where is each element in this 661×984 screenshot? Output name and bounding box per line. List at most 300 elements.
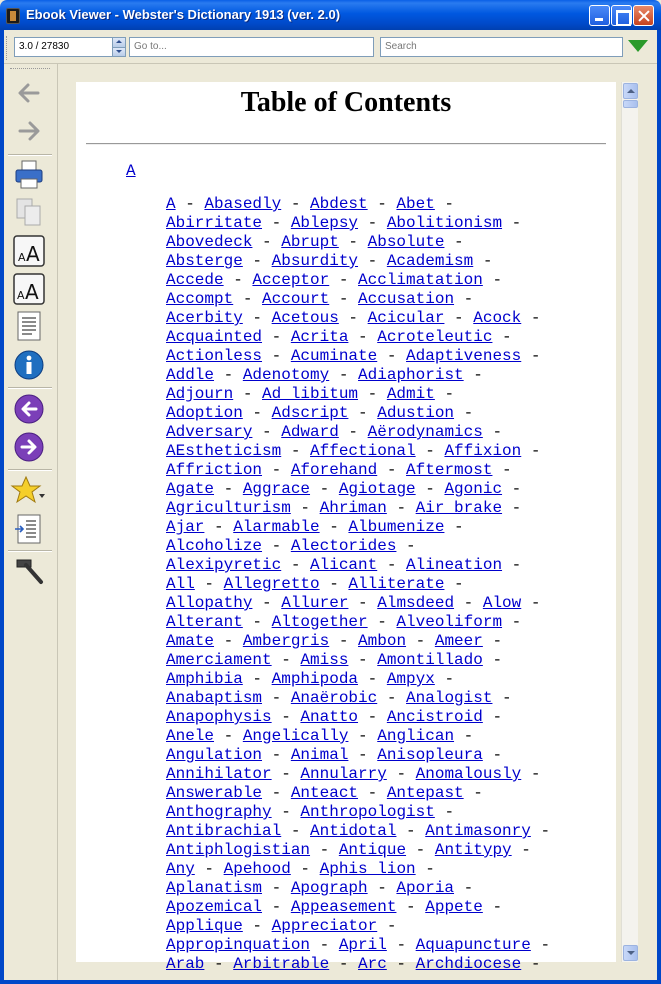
toc-entry-link[interactable]: Alarmable <box>233 518 320 536</box>
separator-dash: - <box>415 632 426 650</box>
separator-dash: - <box>242 290 253 308</box>
separator-dash: - <box>377 195 387 213</box>
toc-entry-link[interactable]: Altogether <box>271 613 368 631</box>
separator-dash: - <box>338 290 349 308</box>
toc-row <box>166 879 606 898</box>
separator-dash: - <box>377 879 387 897</box>
toc-entry-link[interactable]: Acetous <box>271 309 339 327</box>
toc-entry-link[interactable]: Arbitrable <box>233 955 330 973</box>
separator-dash: - <box>454 309 464 327</box>
separator-dash: - <box>396 499 407 517</box>
separator-dash: - <box>511 613 522 631</box>
toc-entry-link[interactable]: Affriction <box>166 461 263 479</box>
toc-entry-link[interactable]: Adjourn <box>166 385 234 403</box>
separator-dash: - <box>492 271 503 289</box>
toc-entry-link[interactable]: Ambon <box>358 632 407 650</box>
svg-text:A: A <box>25 280 39 304</box>
toc-row <box>166 936 606 955</box>
separator-dash: - <box>252 613 263 631</box>
separator-dash: - <box>463 594 474 612</box>
toc-entry-link[interactable]: Antique <box>338 841 407 859</box>
toc-entry-link[interactable]: Alcoholize <box>166 537 263 555</box>
toc-entry-link[interactable]: Anaërobic <box>290 689 378 707</box>
toc-entry-link[interactable]: Acerbity <box>166 309 243 327</box>
toc-entry-link[interactable]: Acuminate <box>290 347 378 365</box>
toc-entry-link[interactable]: Anele <box>166 727 215 745</box>
toc-entry-link[interactable]: Abet <box>396 195 435 213</box>
toc-row <box>166 328 606 347</box>
toc-row <box>166 309 606 328</box>
toc-entry-link[interactable]: All <box>166 575 195 593</box>
toc-row <box>166 613 606 632</box>
separator-dash: - <box>463 727 474 745</box>
toc-entry-link[interactable]: Admit <box>386 385 435 403</box>
separator-dash: - <box>223 366 234 384</box>
toc-row <box>166 499 606 518</box>
toolbar-grip[interactable] <box>10 68 50 71</box>
toc-entry-link[interactable]: Almsdeed <box>377 594 455 612</box>
toc-entry-link[interactable]: Anatto <box>300 708 359 726</box>
toc-entry-link[interactable]: Alow <box>482 594 522 612</box>
separator-dash: - <box>271 879 282 897</box>
toc-row <box>166 803 606 822</box>
scroll-up-button[interactable] <box>623 83 638 99</box>
toc-entry-link[interactable]: Amerciament <box>166 651 272 669</box>
separator-dash: - <box>454 518 464 536</box>
toolbar-grip[interactable] <box>6 36 9 60</box>
font-smaller-icon[interactable] <box>12 272 46 306</box>
toc-row <box>166 651 606 670</box>
toc-entry-link[interactable]: Anabaptism <box>166 689 263 707</box>
separator-dash: - <box>530 765 541 783</box>
toc-entry-link[interactable]: AEstheticism <box>166 442 282 460</box>
toc-entry-link[interactable]: Abirritate <box>166 214 263 232</box>
spin-buttons <box>112 38 125 56</box>
toc-entry-link[interactable]: Arc <box>358 955 387 973</box>
separator-dash: - <box>396 936 407 954</box>
search-placeholder: Search <box>385 41 417 52</box>
separator-dash: - <box>319 936 330 954</box>
separator-dash: - <box>511 556 522 574</box>
separator-dash: - <box>281 708 291 726</box>
separator-dash: - <box>406 898 416 916</box>
info-icon[interactable] <box>12 348 46 382</box>
toc-entry-link[interactable]: Antibrachial <box>166 822 282 840</box>
toc-entry-link[interactable]: Applique <box>166 917 243 935</box>
separator-dash: - <box>271 347 282 365</box>
copy-icon[interactable] <box>12 195 46 229</box>
toc-entry-link[interactable]: Ad libitum <box>262 385 359 403</box>
toc-entry-link[interactable]: Aquapuncture <box>415 936 531 954</box>
separator-dash: - <box>386 689 397 707</box>
separator-dash: - <box>454 233 464 251</box>
toc-entry-link[interactable]: Adward <box>281 423 339 441</box>
toc-entry-link[interactable]: Agate <box>166 480 215 498</box>
separator-dash: - <box>473 784 483 802</box>
separator-dash: - <box>271 746 282 764</box>
separator-dash: - <box>358 727 368 745</box>
toc-entry-link[interactable]: Animal <box>290 746 349 764</box>
toc-entry-link[interactable]: Accompt <box>166 290 234 308</box>
toc-entry-link[interactable]: Ajar <box>166 518 205 536</box>
separator-dash: - <box>425 480 435 498</box>
separator-dash: - <box>338 366 349 384</box>
toolbar-separator <box>8 469 52 471</box>
separator-dash: - <box>338 955 349 973</box>
toc-entry-link[interactable]: Abovedeck <box>166 233 253 251</box>
toc-entry-link[interactable]: Acicular <box>367 309 445 327</box>
toc-entry-link[interactable]: Accede <box>166 271 224 289</box>
toolbar-separator <box>8 387 52 389</box>
separator-dash: - <box>252 252 263 270</box>
toc-row <box>166 575 606 594</box>
toc-entry-link[interactable]: Adiaphorist <box>358 366 464 384</box>
toc-row <box>166 822 606 841</box>
maximize-button[interactable] <box>611 5 632 26</box>
goto-input[interactable] <box>129 37 374 57</box>
toc-entry-link[interactable]: Answerable <box>166 784 263 802</box>
toc-entry-link[interactable]: Appeasement <box>290 898 397 916</box>
separator-dash: - <box>502 461 512 479</box>
toc-entry-link[interactable]: Appropinquation <box>166 936 311 954</box>
spin-up-button[interactable] <box>112 38 125 47</box>
toc-entry-link[interactable]: Archdiocese <box>415 955 522 973</box>
separator-dash: - <box>425 860 435 878</box>
scroll-thumb[interactable] <box>623 100 638 108</box>
separator-dash: - <box>271 537 282 555</box>
position-spinbox[interactable] <box>14 37 126 57</box>
toc-entry-link[interactable]: Accourt <box>262 290 330 308</box>
toc-entry-link[interactable]: Annihilator <box>166 765 272 783</box>
toc-entry-link[interactable]: Albumenize <box>348 518 445 536</box>
tools-icon[interactable] <box>12 554 46 588</box>
toc-entry-link[interactable]: Ambergris <box>242 632 330 650</box>
toc-entry-link[interactable]: Alineation <box>406 556 503 574</box>
separator-dash: - <box>358 328 368 346</box>
toc-row <box>166 290 606 309</box>
toc-entry-link[interactable]: Aporia <box>396 879 455 897</box>
separator-dash: - <box>338 632 349 650</box>
toc-entry-link[interactable]: Absterge <box>166 252 243 270</box>
next-icon[interactable] <box>12 430 46 464</box>
toc-row <box>166 252 606 271</box>
section-link[interactable]: A <box>126 162 136 180</box>
toc-entry-link[interactable]: Acquainted <box>166 328 263 346</box>
separator-dash: - <box>252 309 263 327</box>
toc-entry-link[interactable]: Aphis lion <box>319 860 416 878</box>
toc-entry-link[interactable]: Ablepsy <box>290 214 359 232</box>
toc-entry-link[interactable]: Allegretto <box>223 575 320 593</box>
separator-dash: - <box>185 195 195 213</box>
previous-icon[interactable] <box>12 392 46 426</box>
separator-dash: - <box>358 746 368 764</box>
toc-icon[interactable] <box>12 512 46 546</box>
toc-entry-link[interactable]: Annularry <box>300 765 387 783</box>
separator-dash: - <box>319 480 330 498</box>
separator-dash: - <box>540 822 551 840</box>
svg-text:A: A <box>17 289 25 302</box>
separator-dash: - <box>492 746 503 764</box>
toc-entry-link[interactable]: Acock <box>473 309 522 327</box>
toc-entry-link[interactable]: Adenotomy <box>242 366 330 384</box>
toc-entry-link[interactable]: Agiotage <box>338 480 416 498</box>
toc-entry-link[interactable]: Ampyx <box>386 670 435 688</box>
toolbar-separator <box>8 154 52 156</box>
toc-entry-link[interactable]: Acceptor <box>252 271 330 289</box>
toc-entry-link[interactable]: Analogist <box>406 689 493 707</box>
toc-entry-link[interactable]: Antitypy <box>434 841 512 859</box>
toc-entry-link[interactable]: Affixion <box>444 442 522 460</box>
toc-entry-link[interactable]: Ahriman <box>319 499 387 517</box>
separator-dash: - <box>396 765 407 783</box>
toc-entry-link[interactable]: Aplanatism <box>166 879 263 897</box>
toc-entry-link[interactable]: Agonic <box>444 480 503 498</box>
toc-entry-link[interactable]: Anteact <box>290 784 359 802</box>
toc-entry-link[interactable]: Antepast <box>386 784 464 802</box>
separator-dash: - <box>348 233 359 251</box>
toc-entry-link[interactable]: Abasedly <box>204 195 282 213</box>
font-larger-icon[interactable] <box>12 234 46 268</box>
position-value: 3.0 / 27830 <box>19 41 70 52</box>
separator-dash: - <box>530 955 541 973</box>
separator-dash: - <box>290 195 301 213</box>
separator-dash: - <box>521 841 531 859</box>
toc-entry-link[interactable]: Addle <box>166 366 215 384</box>
separator-dash: - <box>367 708 378 726</box>
separator-dash: - <box>492 632 503 650</box>
separator-dash: - <box>252 917 263 935</box>
separator-dash: - <box>271 328 282 346</box>
toc-entry-link[interactable]: Accusation <box>358 290 455 308</box>
separator-dash: - <box>271 214 282 232</box>
separator-dash: - <box>530 442 541 460</box>
toc-entry-link[interactable]: Alexipyretic <box>166 556 282 574</box>
separator-dash: - <box>502 689 512 707</box>
separator-dash: - <box>454 575 464 593</box>
toolbar-separator <box>8 550 52 552</box>
separator-dash: - <box>348 309 359 327</box>
separator-dash: - <box>281 651 291 669</box>
toc-entry-link[interactable]: Amontillado <box>377 651 483 669</box>
toc-entry-link[interactable]: Adoption <box>166 404 243 422</box>
toc-entry-link[interactable]: Antimasonry <box>425 822 531 840</box>
toc-entry-link[interactable]: Anglican <box>377 727 455 745</box>
toc-entry-link[interactable]: Adaptiveness <box>406 347 522 365</box>
close-button[interactable] <box>633 5 654 26</box>
separator-dash: - <box>300 860 311 878</box>
toc-entry-link[interactable]: Anomalously <box>415 765 522 783</box>
separator-dash: - <box>425 442 435 460</box>
document-icon[interactable] <box>12 309 46 343</box>
separator-dash: - <box>492 898 503 916</box>
title-bar[interactable] <box>0 0 661 30</box>
toc-entry-link[interactable]: Anthography <box>166 803 272 821</box>
toc-row <box>166 461 606 480</box>
toc-entry-link[interactable]: Anisopleura <box>377 746 483 764</box>
separator-dash: - <box>262 594 272 612</box>
toc-row <box>166 898 606 917</box>
toc-entry-link[interactable]: Alliterate <box>348 575 445 593</box>
search-dropdown-icon[interactable] <box>628 40 648 52</box>
toc-entry-link[interactable]: A <box>166 195 176 213</box>
forward-icon[interactable] <box>12 114 46 148</box>
separator-dash: - <box>386 347 397 365</box>
toc-entry-link[interactable]: Adustion <box>377 404 455 422</box>
separator-dash: - <box>367 385 378 403</box>
page-title: Table of Contents <box>240 87 452 118</box>
toc-entry-link[interactable]: Alectorides <box>290 537 397 555</box>
separator-dash: - <box>367 784 378 802</box>
toc-entry-link[interactable]: Acroteleutic <box>377 328 493 346</box>
toc-row <box>166 632 606 651</box>
separator-dash: - <box>492 708 503 726</box>
toc-entry-link[interactable]: Adversary <box>166 423 253 441</box>
toc-entry-link[interactable]: Amphipoda <box>271 670 359 688</box>
separator-dash: - <box>482 252 493 270</box>
separator-dash: - <box>290 822 301 840</box>
toc-entry-link[interactable]: Abolitionism <box>386 214 503 232</box>
toc-entry-link[interactable]: Absurdity <box>271 252 359 270</box>
toc-entry-link[interactable]: Angelically <box>242 727 349 745</box>
back-icon[interactable] <box>12 76 46 110</box>
toc-entry-link[interactable]: Amate <box>166 632 215 650</box>
toc-row <box>166 784 606 803</box>
toc-entry-link[interactable]: Amphibia <box>166 670 243 688</box>
toc-entry-link[interactable]: Aforehand <box>290 461 378 479</box>
separator-dash: - <box>386 556 397 574</box>
toc-row <box>166 860 606 879</box>
toc-entry-link[interactable]: Abdest <box>310 195 368 213</box>
separator-dash: - <box>262 423 272 441</box>
toc-entry-link[interactable]: Aggrace <box>242 480 311 498</box>
toc-entry-link[interactable]: Ancistroid <box>386 708 483 726</box>
separator-dash: - <box>502 328 512 346</box>
separator-dash: - <box>377 613 387 631</box>
separator-dash: - <box>233 271 243 289</box>
toc-entry-link[interactable]: Alveoliform <box>396 613 503 631</box>
toc-row <box>166 594 606 613</box>
toc-entry-link[interactable]: Allopathy <box>166 594 253 612</box>
toc-row <box>166 385 606 404</box>
separator-dash: - <box>271 461 282 479</box>
toc-entry-link[interactable]: Agriculturism <box>166 499 291 517</box>
separator-dash: - <box>252 670 263 688</box>
book-content[interactable] <box>76 82 616 973</box>
separator-dash: - <box>406 822 416 840</box>
minimize-button[interactable] <box>589 5 610 26</box>
toc-entry-link[interactable]: Aërodynamics <box>367 423 483 441</box>
toc-entry-list <box>166 195 606 974</box>
toc-entry-link[interactable]: Apograph <box>290 879 368 897</box>
toc-entry-link[interactable]: Any <box>166 860 195 878</box>
toc-entry-link[interactable]: Appreciator <box>271 917 378 935</box>
separator-dash: - <box>530 309 541 327</box>
toc-row <box>166 233 606 252</box>
search-input[interactable] <box>380 37 623 57</box>
separator-dash: - <box>204 860 215 878</box>
toc-entry-link[interactable]: Allurer <box>281 594 349 612</box>
toc-entry-link[interactable]: Apehood <box>223 860 291 878</box>
toc-row <box>166 556 606 575</box>
separator-dash: - <box>358 404 368 422</box>
toc-entry-link[interactable]: Angulation <box>166 746 263 764</box>
separator-dash: - <box>463 404 474 422</box>
toc-entry-link[interactable]: Acrita <box>290 328 349 346</box>
separator-dash: - <box>223 727 234 745</box>
toc-row <box>166 537 606 556</box>
separator-dash: - <box>300 499 311 517</box>
toc-row <box>166 727 606 746</box>
scroll-down-button[interactable] <box>623 945 638 961</box>
toc-entry-link[interactable]: Amiss <box>300 651 349 669</box>
separator-dash: - <box>444 195 455 213</box>
separator-dash: - <box>463 290 474 308</box>
separator-dash: - <box>319 841 330 859</box>
toc-entry-link[interactable]: Alicant <box>310 556 378 574</box>
toc-entry-link[interactable]: April <box>338 936 387 954</box>
separator-dash: - <box>358 594 368 612</box>
separator-dash: - <box>348 423 359 441</box>
toc-entry-link[interactable]: Academism <box>386 252 474 270</box>
separator-dash: - <box>271 689 282 707</box>
separator-dash: - <box>406 537 416 555</box>
separator-dash: - <box>415 841 426 859</box>
toc-row <box>166 214 606 233</box>
toc-entry-link[interactable]: Absolute <box>367 233 445 251</box>
separator-dash: - <box>262 233 272 251</box>
vertical-scrollbar[interactable] <box>621 82 638 962</box>
toc-entry-link[interactable]: Alterant <box>166 613 243 631</box>
toc-entry-link[interactable]: Actionless <box>166 347 263 365</box>
toc-entry-link[interactable]: Adscript <box>271 404 349 422</box>
spin-down-button[interactable] <box>112 47 125 56</box>
separator-dash: - <box>223 480 234 498</box>
separator-dash: - <box>329 518 339 536</box>
toc-row <box>166 518 606 537</box>
toc-entry-link[interactable]: Arab <box>166 955 205 973</box>
toc-row <box>166 195 606 214</box>
toc-entry-link[interactable]: Acclimatation <box>358 271 483 289</box>
toc-entry-link[interactable]: Apozemical <box>166 898 263 916</box>
toc-row <box>166 670 606 689</box>
toc-entry-link[interactable]: Affectional <box>310 442 416 460</box>
left-toolbar <box>4 64 58 980</box>
separator-dash: - <box>329 575 339 593</box>
toc-entry-link[interactable]: Antidotal <box>310 822 397 840</box>
bookmark-icon[interactable] <box>12 474 46 508</box>
window-title: Ebook Viewer - Webster's Dictionary 1913 (ver. 2.0) <box>26 7 341 22</box>
separator-dash: - <box>223 632 234 650</box>
separator-dash: - <box>290 442 301 460</box>
separator-dash: - <box>473 366 483 384</box>
toc-entry-link[interactable]: Abrupt <box>281 233 339 251</box>
separator-dash: - <box>271 898 282 916</box>
separator-dash: - <box>271 784 282 802</box>
toc-entry-link[interactable]: Appete <box>425 898 483 916</box>
toc-entry-link[interactable]: Anthropologist <box>300 803 435 821</box>
separator-dash: - <box>444 385 455 403</box>
print-icon[interactable] <box>12 158 46 192</box>
toc-row <box>166 917 606 936</box>
toc-entry-link[interactable]: Aftermost <box>406 461 493 479</box>
toc-entry-link[interactable]: Anapophysis <box>166 708 272 726</box>
toc-row <box>166 746 606 765</box>
toc-entry-link[interactable]: Antiphlogistian <box>166 841 311 859</box>
separator-dash: - <box>386 917 397 935</box>
toc-entry-link[interactable]: Ameer <box>434 632 483 650</box>
separator-dash: - <box>540 936 551 954</box>
toc-entry-link[interactable]: Air brake <box>415 499 503 517</box>
